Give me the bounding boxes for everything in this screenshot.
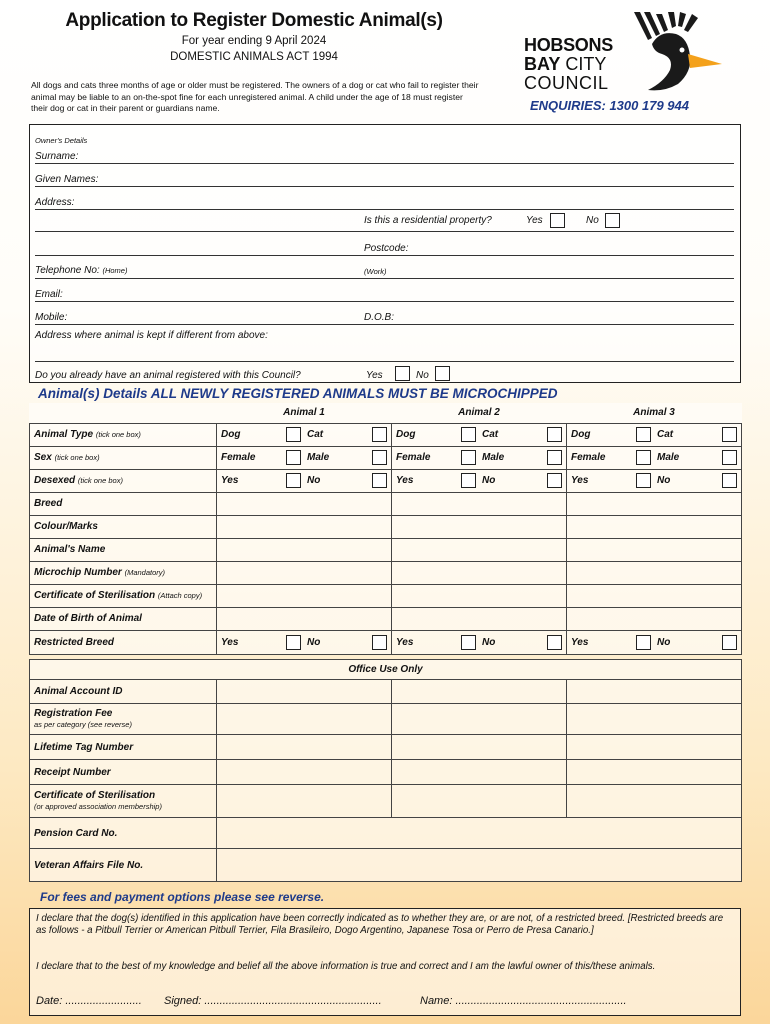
account-id-label: Animal Account ID [30, 680, 217, 704]
animal-1-dog-checkbox[interactable] [286, 427, 301, 442]
tag-number-2-field[interactable] [392, 735, 567, 760]
animal-3-cat-checkbox[interactable] [722, 427, 737, 442]
animal-2-cat-checkbox[interactable] [547, 427, 562, 442]
animal-1-breed-field[interactable] [217, 492, 392, 515]
yes-label: Yes [396, 475, 414, 486]
cat-label: Cat [307, 429, 324, 440]
animal-1-restricted-no-checkbox[interactable] [372, 635, 387, 650]
council-logo-text [524, 36, 613, 93]
animal-3-colour-field[interactable] [567, 515, 742, 538]
dog-label: Dog [221, 429, 241, 440]
account-id-2-field[interactable] [392, 680, 567, 704]
logo-line-3: COUNCIL [524, 73, 609, 93]
registered-no-checkbox[interactable] [435, 366, 450, 381]
tick-one-note: (tick one box) [54, 453, 100, 462]
declaration-signed-field[interactable]: Signed: .......................................................... [164, 995, 382, 1007]
animal-type-label [30, 423, 217, 446]
animal-3-restricted-no-checkbox[interactable] [722, 635, 737, 650]
alt-address-field[interactable] [35, 361, 734, 362]
account-id-3-field[interactable] [567, 680, 742, 704]
declaration-name-field[interactable]: Name: ........................................................ [420, 995, 627, 1007]
telephone-label-text: Telephone No: [35, 265, 100, 276]
veteran-affairs-label: Veteran Affairs File No. [30, 849, 217, 882]
yes-label: Yes [221, 475, 239, 486]
animal-3-restricted [567, 630, 742, 654]
veteran-affairs-field[interactable] [217, 849, 742, 882]
animal-2-desexed-yes-checkbox[interactable] [461, 473, 476, 488]
animal-1-header: Animal 1 [217, 403, 392, 423]
animal-1-female-checkbox[interactable] [286, 450, 301, 465]
reg-fee-text: Registration Fee [34, 708, 113, 719]
office-cert-label [30, 785, 217, 818]
no-label: No [657, 636, 671, 648]
office-cert-text: Certificate of Sterilisation [34, 790, 156, 801]
address-line-3-field[interactable] [35, 255, 734, 256]
no-label: No [482, 636, 496, 648]
form-year: For year ending 9 April 2024 [181, 35, 327, 47]
email-label: Email: [35, 289, 63, 300]
mobile-label: Mobile: [35, 312, 68, 323]
animal-2-sterilisation-field[interactable] [392, 584, 567, 607]
animal-3-desexed-yes-checkbox[interactable] [636, 473, 651, 488]
mobile-field[interactable] [35, 324, 734, 325]
office-cert-1-field[interactable] [217, 785, 392, 818]
tick-one-note: (tick one box) [95, 430, 141, 439]
animal-1-microchip-field[interactable] [217, 561, 392, 584]
animal-1-desexed-no-checkbox[interactable] [372, 473, 387, 488]
male-label: Male [307, 452, 330, 463]
declaration-section [29, 908, 741, 1016]
office-cert-note: (or approved association membership) [34, 802, 162, 811]
email-field[interactable] [35, 301, 734, 302]
home-label: (Home) [102, 266, 128, 275]
animal-1-male-checkbox[interactable] [372, 450, 387, 465]
registered-no-label: No [416, 370, 429, 381]
residential-no-checkbox[interactable] [605, 213, 620, 228]
no-label: No [482, 475, 496, 486]
yes-label: Yes [221, 636, 239, 648]
animal-1-name-field[interactable] [217, 538, 392, 561]
animal-1-restricted-yes-checkbox[interactable] [286, 635, 301, 650]
yes-label: Yes [571, 475, 589, 486]
microchip-text: Microchip Number [34, 567, 122, 578]
reg-fee-label [30, 704, 217, 735]
female-label: Female [571, 452, 606, 463]
animal-2-dob-field[interactable] [392, 607, 567, 630]
colour-label: Colour/Marks [30, 515, 217, 538]
yes-label: Yes [396, 636, 414, 648]
animal-2-desexed-no-checkbox[interactable] [547, 473, 562, 488]
desexed-text: Desexed [34, 475, 76, 486]
attach-note: (Attach copy) [157, 591, 203, 600]
animal-2-name-field[interactable] [392, 538, 567, 561]
declaration-date-field[interactable]: Date: ......................... [36, 995, 142, 1007]
sterilisation-label [30, 584, 217, 607]
animal-2-desexed [392, 469, 567, 492]
address-line-2-field[interactable] [35, 231, 734, 232]
office-use-table [29, 659, 742, 882]
animal-3-name-field[interactable] [567, 538, 742, 561]
yes-label: Yes [571, 636, 589, 648]
animal-3-type [567, 423, 742, 446]
sex-text: Sex [34, 452, 52, 463]
sex-label [30, 446, 217, 469]
residential-yes-label: Yes [526, 215, 543, 226]
dog-label: Dog [571, 429, 591, 440]
animal-3-desexed-no-checkbox[interactable] [722, 473, 737, 488]
animal-2-male-checkbox[interactable] [547, 450, 562, 465]
surname-field[interactable] [35, 163, 734, 164]
animal-1-colour-field[interactable] [217, 515, 392, 538]
animal-dob-label: Date of Birth of Animal [30, 607, 217, 630]
declaration-true-correct: I declare that to the best of my knowledge and belief all the above information is true and correct and I am the lawful owner of this/these animals. [36, 961, 656, 972]
animal-2-header: Animal 2 [392, 403, 567, 423]
given-names-field[interactable] [35, 186, 734, 187]
animal-2-restricted-yes-checkbox[interactable] [461, 635, 476, 650]
male-label: Male [482, 452, 505, 463]
pelican-logo-icon [630, 8, 724, 96]
logo-line-2a: BAY [524, 54, 561, 74]
animal-2-dog-checkbox[interactable] [461, 427, 476, 442]
tag-number-1-field[interactable] [217, 735, 392, 760]
no-label: No [307, 636, 321, 648]
animal-3-male-checkbox[interactable] [722, 450, 737, 465]
cat-label: Cat [482, 429, 499, 440]
animal-3-sterilisation-field[interactable] [567, 584, 742, 607]
animal-2-colour-field[interactable] [392, 515, 567, 538]
restricted-breed-label: Restricted Breed [30, 630, 217, 654]
desexed-label [30, 469, 217, 492]
registered-question: Do you already have an animal registered with this Council? [35, 370, 301, 381]
address-label: Address: [35, 197, 75, 208]
animal-2-restricted [392, 630, 567, 654]
intro-text: All dogs and cats three months of age or older must be registered. The owners of a dog or cat who fail to register their animal may be liable to an on-the-spot fine for each unregistered animal. A child under the age of 18 must register their dog or cat in their parent or guardians name. [31, 80, 479, 113]
female-label: Female [396, 452, 431, 463]
animal-2-breed-field[interactable] [392, 492, 567, 515]
animal-2-sex [392, 446, 567, 469]
office-cert-3-field[interactable] [567, 785, 742, 818]
sterilisation-text: Certificate of Sterilisation [34, 590, 156, 601]
form-title: Application to Register Domestic Animal(s) [65, 10, 443, 31]
alt-address-label: Address where animal is kept if different from above: [35, 330, 268, 341]
animal-name-label: Animal's Name [30, 538, 217, 561]
receipt-number-label: Receipt Number [30, 760, 217, 785]
reg-fee-3-field[interactable] [567, 704, 742, 735]
breed-label: Breed [30, 492, 217, 515]
owners-details-section [29, 124, 741, 383]
pension-card-field[interactable] [217, 818, 742, 849]
animal-1-sex [217, 446, 392, 469]
tick-one-note: (tick one box) [77, 476, 123, 485]
animals-table [29, 403, 742, 655]
dog-label: Dog [396, 429, 416, 440]
telephone-label [35, 265, 127, 276]
animal-3-header: Animal 3 [567, 403, 742, 423]
reg-fee-note: as per category (see reverse) [34, 720, 132, 729]
animal-3-dob-field[interactable] [567, 607, 742, 630]
animal-3-desexed [567, 469, 742, 492]
animal-1-desexed-yes-checkbox[interactable] [286, 473, 301, 488]
animal-1-type [217, 423, 392, 446]
animals-header-blank [30, 403, 217, 423]
postcode-label: Postcode: [364, 243, 409, 254]
work-label: (Work) [364, 267, 387, 276]
logo-line-2b: CITY [560, 54, 607, 74]
microchip-label [30, 561, 217, 584]
animal-1-cat-checkbox[interactable] [372, 427, 387, 442]
residential-no-label: No [586, 215, 599, 226]
animal-1-desexed [217, 469, 392, 492]
animal-1-dob-field[interactable] [217, 607, 392, 630]
pension-card-label: Pension Card No. [30, 818, 217, 849]
office-use-title: Office Use Only [30, 660, 742, 680]
owners-section-label: Owner's Details [35, 136, 88, 145]
reg-fee-1-field[interactable] [217, 704, 392, 735]
logo-line-1: HOBSONS [524, 35, 613, 55]
animal-3-dog-checkbox[interactable] [636, 427, 651, 442]
form-act: DOMESTIC ANIMALS ACT 1994 [170, 51, 338, 63]
surname-label: Surname: [35, 151, 79, 162]
registered-yes-checkbox[interactable] [395, 366, 410, 381]
given-names-label: Given Names: [35, 174, 99, 185]
male-label: Male [657, 452, 680, 463]
animal-1-sterilisation-field[interactable] [217, 584, 392, 607]
animal-3-female-checkbox[interactable] [636, 450, 651, 465]
receipt-number-3-field[interactable] [567, 760, 742, 785]
animal-3-breed-field[interactable] [567, 492, 742, 515]
no-label: No [307, 475, 321, 486]
receipt-number-2-field[interactable] [392, 760, 567, 785]
account-id-1-field[interactable] [217, 680, 392, 704]
animal-2-restricted-no-checkbox[interactable] [547, 635, 562, 650]
address-field[interactable] [35, 209, 734, 210]
no-label: No [657, 475, 671, 486]
registered-yes-label: Yes [366, 370, 383, 381]
animal-2-type [392, 423, 567, 446]
animal-3-microchip-field[interactable] [567, 561, 742, 584]
animal-2-female-checkbox[interactable] [461, 450, 476, 465]
mandatory-note: (Mandatory) [124, 568, 166, 577]
fees-note: For fees and payment options please see reverse. [40, 890, 325, 904]
cat-label: Cat [657, 429, 674, 440]
tag-number-label: Lifetime Tag Number [30, 735, 217, 760]
office-cert-2-field[interactable] [392, 785, 567, 818]
animal-1-restricted [217, 630, 392, 654]
animal-type-text: Animal Type [34, 429, 94, 440]
tag-number-3-field[interactable] [567, 735, 742, 760]
declaration-restricted-breed: I declare that the dog(s) identified in this application have been correctly indicated as to whether they are, or are not, of a restricted breed. [Restricted breeds are as follows - a Pitbull Terrier or American Pitbull Terrier, Fila Brasileiro, Dogo Argentino, Japanese Tosa or Perro de Presa Canario.] [36, 913, 724, 936]
reg-fee-2-field[interactable] [392, 704, 567, 735]
receipt-number-1-field[interactable] [217, 760, 392, 785]
telephone-field[interactable] [35, 278, 734, 279]
animal-3-restricted-yes-checkbox[interactable] [636, 635, 651, 650]
dob-label: D.O.B: [364, 312, 395, 323]
female-label: Female [221, 452, 256, 463]
residential-yes-checkbox[interactable] [550, 213, 565, 228]
animal-3-sex [567, 446, 742, 469]
enquiries-phone: ENQUIRIES: 1300 179 944 [530, 98, 689, 113]
residential-question: Is this a residential property? [364, 215, 492, 226]
animals-section-title: Animal(s) Details ALL NEWLY REGISTERED ANIMALS MUST BE MICROCHIPPED [38, 386, 558, 401]
animal-2-microchip-field[interactable] [392, 561, 567, 584]
